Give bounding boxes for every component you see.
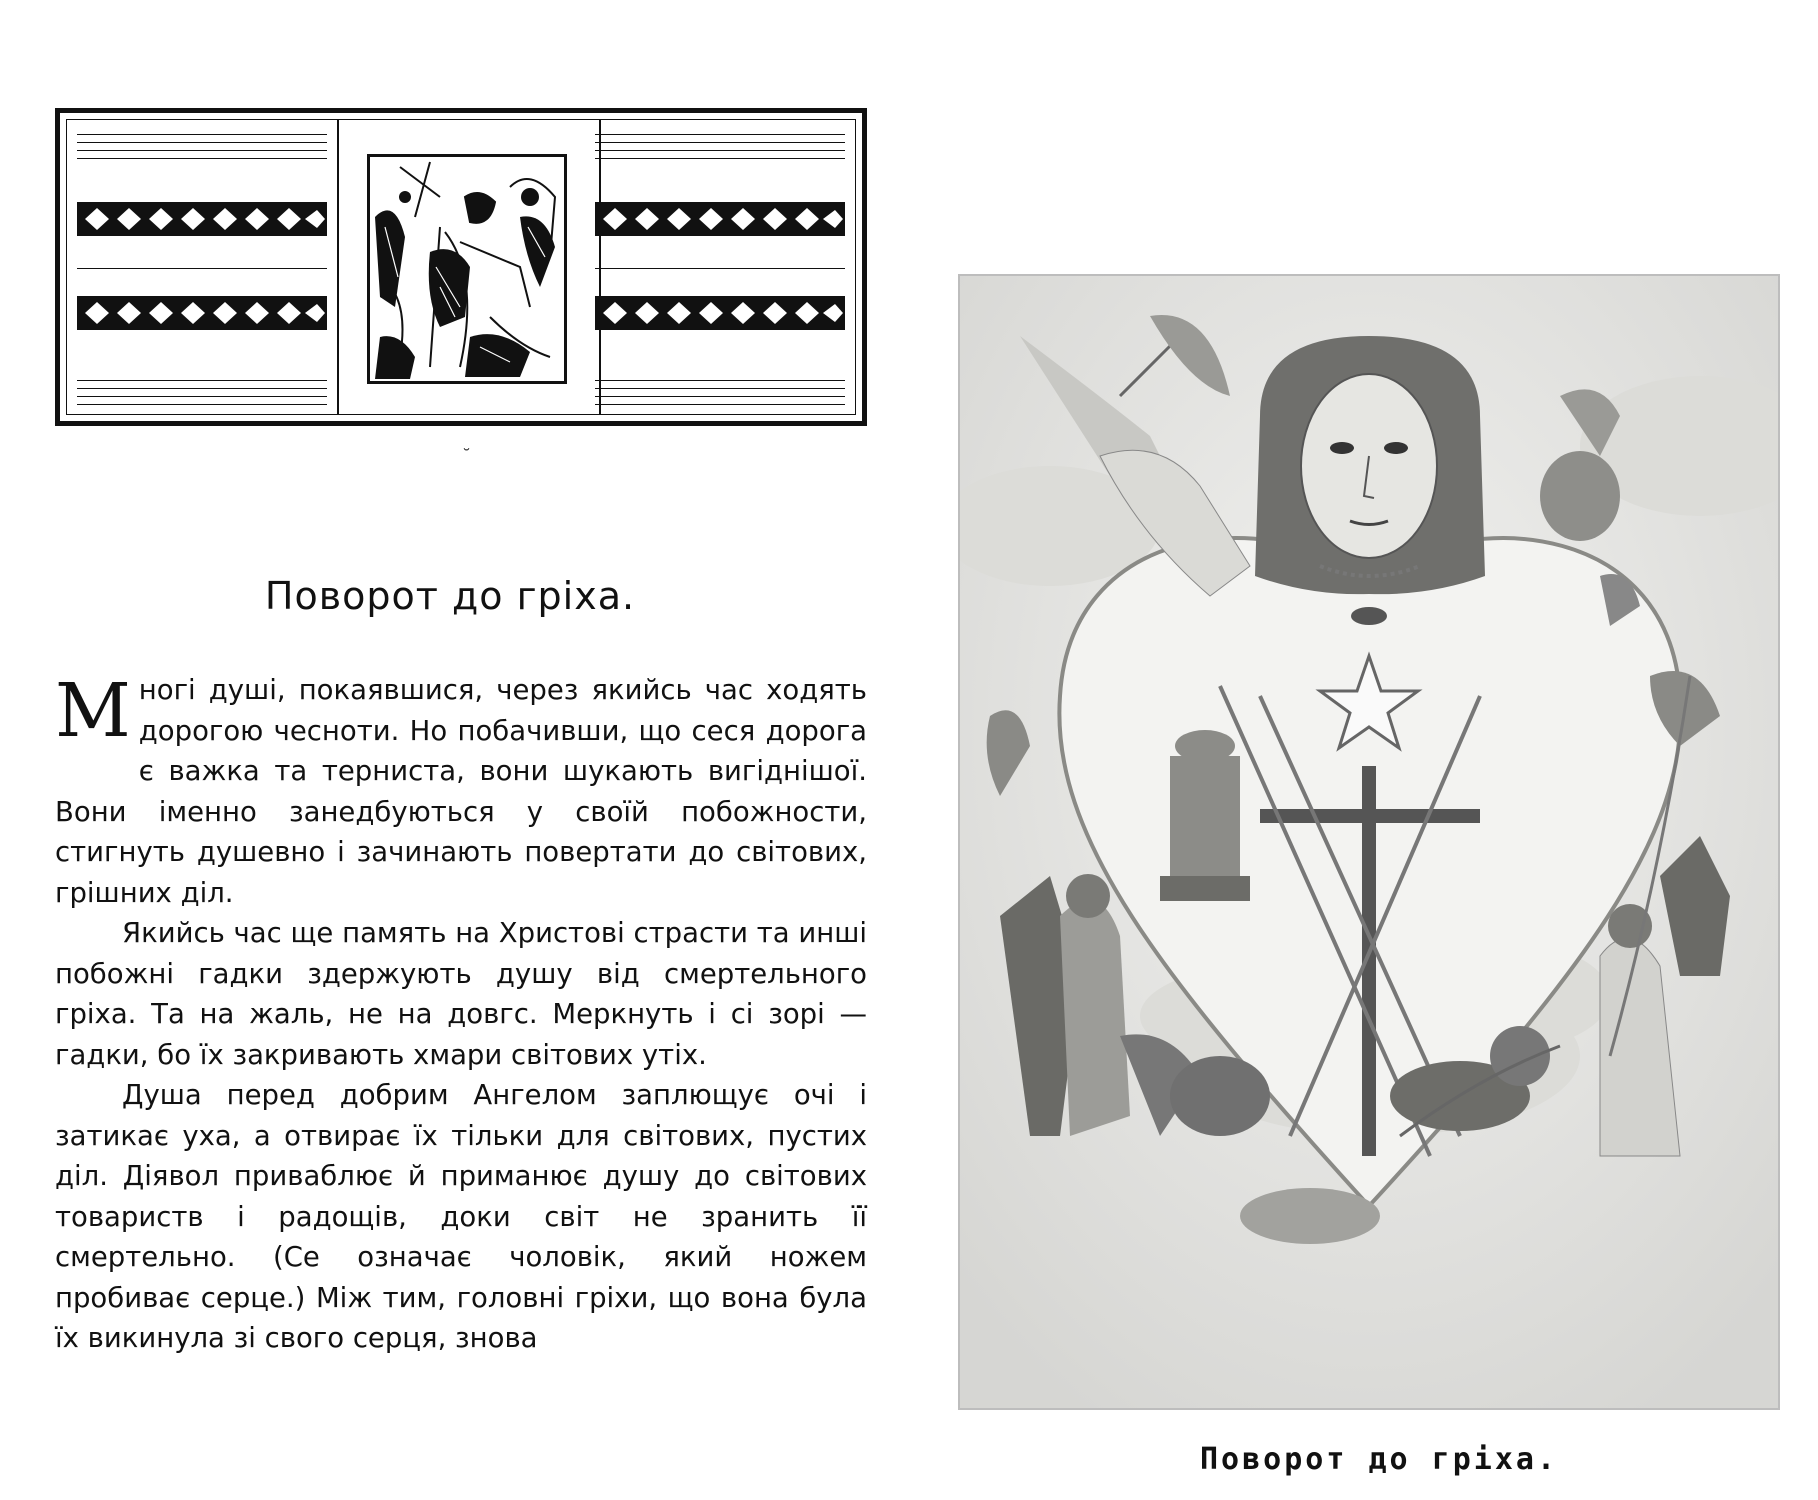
right-page bbox=[940, 0, 1818, 1500]
ornament-vignette-panel bbox=[337, 120, 601, 414]
page-mark: ˘ bbox=[462, 446, 471, 467]
header-ornament bbox=[55, 108, 867, 426]
illustration-caption: Поворот до гріха. bbox=[1199, 1442, 1559, 1477]
garland-ornament bbox=[595, 296, 845, 330]
paragraph: Душа перед добрим Ангелом заплющує очі і затикає уха, а отвирає їх тільки для світових, пустих діл. Діявол приваблює й приманює душу до світових товариств і радощів, доки світ не зранить її смертельно. (Се означає чоловік, який ножем пробиває серце.) Між тим, головні гріхи, що вона була їх викинула зі свого серця, знова bbox=[55, 1079, 867, 1354]
garland-ornament bbox=[77, 296, 327, 330]
left-page bbox=[0, 0, 900, 1500]
ornament-panel-right bbox=[585, 120, 855, 414]
paragraph bbox=[55, 670, 867, 913]
vignette-illustration bbox=[367, 154, 567, 384]
garland-ornament bbox=[77, 202, 327, 236]
paragraph-text: ногі душі, покаявшися, через якийсь час ходять дорогою чесноти. Но побачивши, що сеся дорога є важка та терниста, вони шукають вигіднішої. Вони іменно занедбуються у своїй побожности, стигнуть душевно і зачинають повертати до світових, грішних діл. bbox=[55, 674, 867, 909]
drop-cap: М bbox=[55, 668, 131, 754]
garland-ornament bbox=[595, 202, 845, 236]
body-text bbox=[55, 670, 867, 1359]
page-title: Поворот до гріха. bbox=[264, 574, 636, 618]
allegorical-illustration bbox=[958, 274, 1780, 1410]
ornament-panel-left bbox=[67, 120, 337, 414]
paragraph: Якийсь час ще память на Христові страсти та инші побожні гадки здержують душу від смертельного гріха. Та на жаль, не на довгс. Меркнуть і сі зорі — гадки, бо їх закривають хмари світових утіх. bbox=[55, 917, 867, 1071]
